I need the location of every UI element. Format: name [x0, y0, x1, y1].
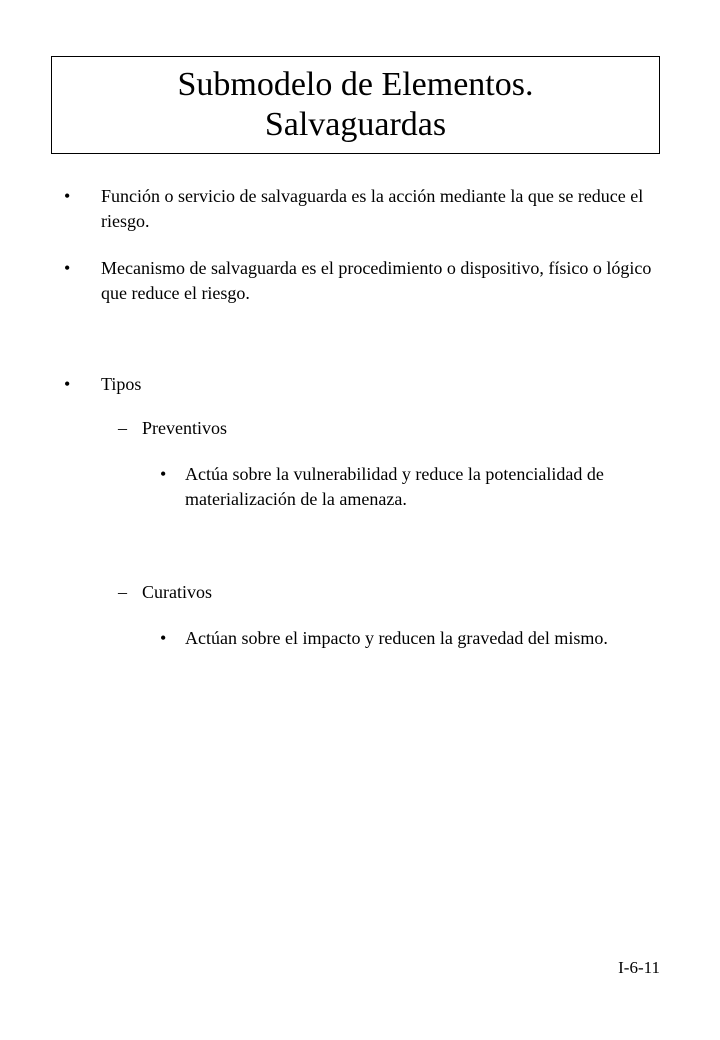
bullet-mark: •: [160, 628, 167, 648]
bullet-mark: •: [160, 464, 167, 484]
page-code: I-6-11: [618, 958, 660, 977]
bullet-text: Mecanismo de salvaguarda es el procedimiento o dispositivo, físico o lógico que reduce el riesgo.: [101, 258, 652, 303]
subsubitem-text: Actúa sobre la vulnerabilidad y reduce la potencialidad de materialización de la amenaza.: [185, 464, 604, 509]
bullet-mark: •: [64, 258, 71, 278]
slide-title-line-1: Submodelo de Elementos.: [177, 66, 534, 103]
subitem-text: Curativos: [142, 582, 212, 602]
subsubitem-text: Actúan sobre el impacto y reducen la gravedad del mismo.: [185, 628, 608, 648]
bullet-text: Función o servicio de salvaguarda es la acción mediante la que se reduce el riesgo.: [101, 186, 644, 231]
slide-title-box: [51, 56, 660, 154]
dash-mark: –: [118, 418, 127, 438]
subitem-text: Preventivos: [142, 418, 227, 438]
slide-title-line-2: Salvaguardas: [264, 106, 447, 143]
bullet-mark: •: [64, 186, 71, 206]
dash-mark: –: [118, 582, 127, 602]
bullet-mark: •: [64, 374, 71, 394]
bullet-text: Tipos: [101, 374, 142, 394]
